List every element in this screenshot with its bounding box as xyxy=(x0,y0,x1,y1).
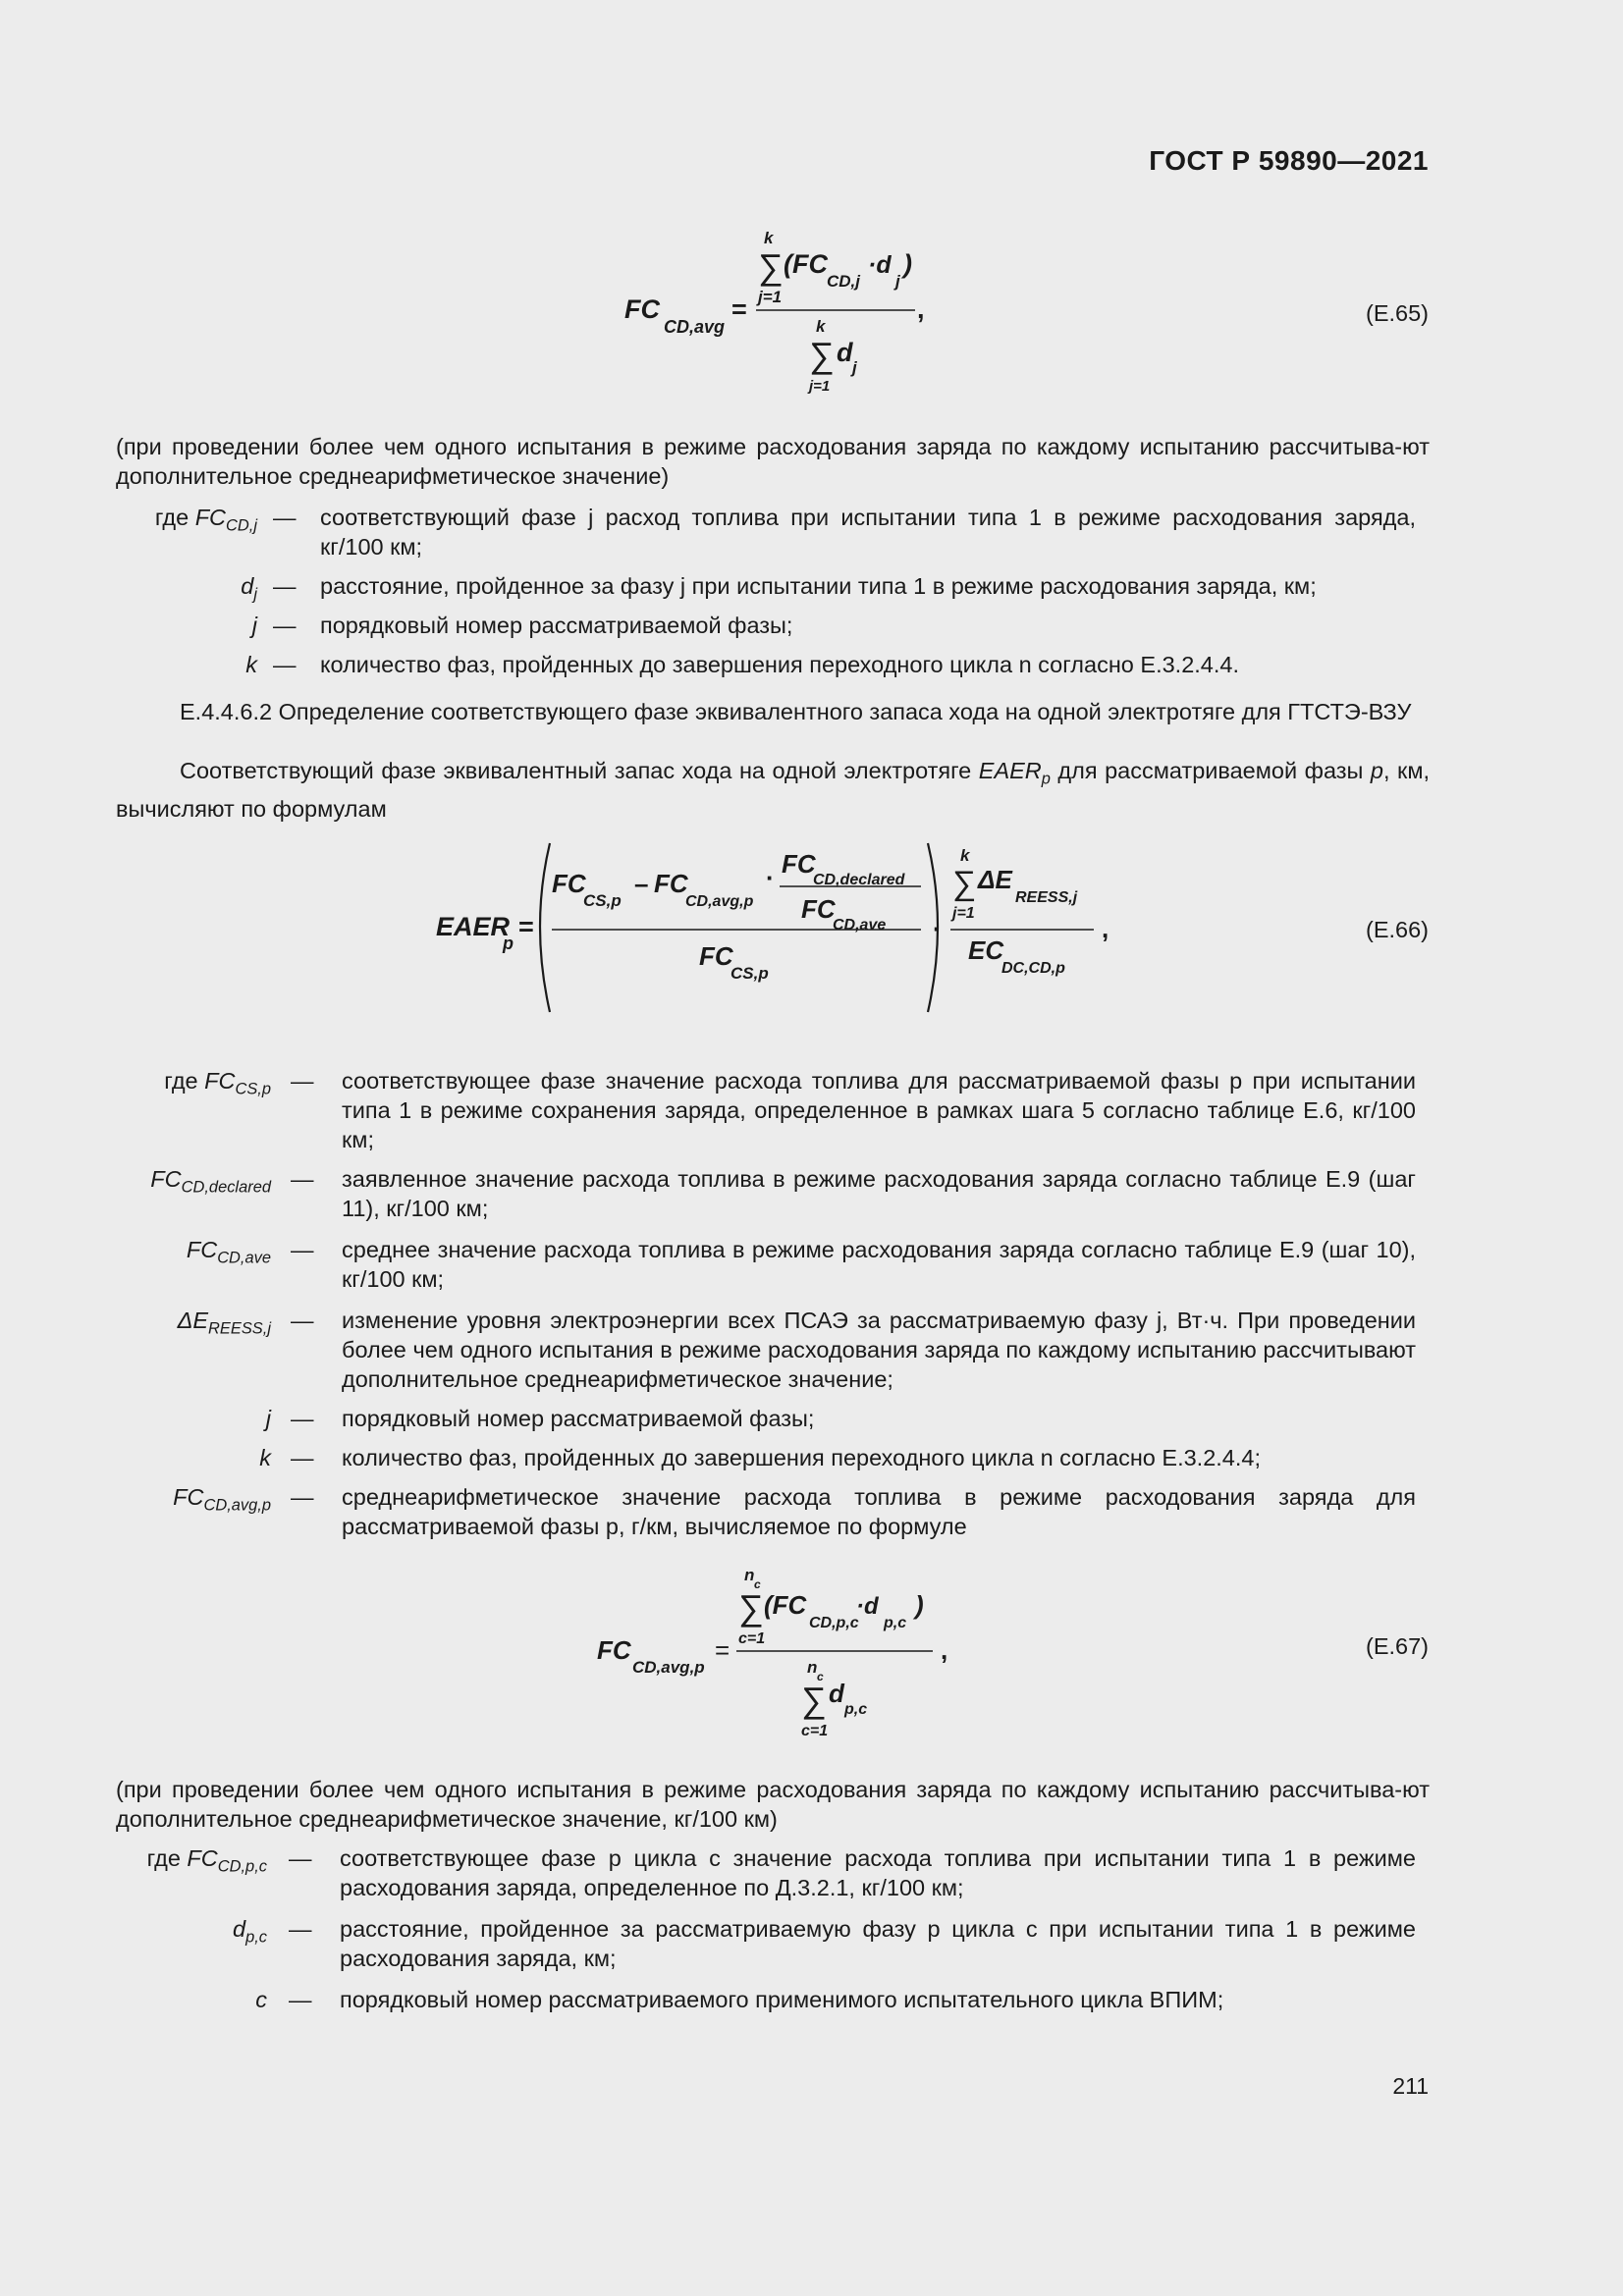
e66-frac-den-sub: CD,ave xyxy=(833,917,887,934)
e66-comma: , xyxy=(1102,914,1109,943)
e67-num-sub2: p,c xyxy=(884,1615,907,1631)
definition-symbol xyxy=(164,1066,271,1104)
definition-symbol xyxy=(187,1235,271,1273)
definition-symbol xyxy=(178,1306,271,1344)
e66-sum-sign: ∑ xyxy=(952,865,977,902)
e66-t1-sub: CS,p xyxy=(583,891,622,910)
intro-text-b: для рассматриваемой фазы xyxy=(1050,758,1371,783)
e67-sum-bottom: c=1 xyxy=(738,1630,766,1647)
definition-symbol-main: d xyxy=(241,573,254,599)
e65-den-sum-sign: ∑ xyxy=(809,335,835,375)
equation-number-e65: (Е.65) xyxy=(1366,300,1429,326)
definition-symbol-main: FC xyxy=(194,505,227,530)
e65-eq: = xyxy=(731,294,747,324)
definition-symbol-main: FC xyxy=(204,1068,236,1094)
definition-text: количество фаз, пройденных до завершения переходного цикла n согласно Е.3.2.4.4. xyxy=(320,652,1240,677)
e65-sum-bottom: j=1 xyxy=(758,288,783,306)
e66-dot: · xyxy=(766,863,775,892)
definition-symbol-main: c xyxy=(255,1987,267,2012)
definition-symbol-sub: CD,j xyxy=(226,516,257,535)
definition-text: соответствующий фазе j расход топлива при испытании типа 1 в режиме расходования заряда, кг/100 км; xyxy=(320,505,1416,560)
e66-t2: FC xyxy=(654,869,688,898)
intro-symbol-sub: p xyxy=(1041,770,1051,788)
equation-number-e66: (Е.66) xyxy=(1366,917,1429,942)
definition-dash: — xyxy=(291,1484,314,1510)
definition-symbol-sub: CD,declared xyxy=(181,1178,271,1197)
e66-left-paren xyxy=(540,843,550,1012)
definition-symbol xyxy=(173,1482,271,1521)
definition-symbol-main: FC xyxy=(173,1484,204,1510)
e67-sum-top: n xyxy=(744,1566,755,1584)
definition-text: соответствующее фазе значение расхода топлива для рассматриваемой фазы p при испытании типа 1 в режиме сохранения заряда, определенное в рамках шага 5 согласно таблице Е.6, кг/100 км; xyxy=(342,1068,1416,1152)
intro-text-a: Соответствующий фазе эквивалентный запас хода на одной электротяге xyxy=(180,758,979,783)
definition-dash: — xyxy=(289,1845,312,1871)
page-number: 211 xyxy=(1392,2073,1429,2099)
definition-symbol-sub: CD,ave xyxy=(217,1249,271,1267)
definition-symbol-sub: CS,p xyxy=(235,1080,271,1098)
definition-dash: — xyxy=(273,505,297,530)
definition-symbol xyxy=(255,1985,267,2023)
intro-phase: p xyxy=(1370,758,1383,783)
e66-lhs: EAER xyxy=(436,912,511,941)
definition-symbol-main: d xyxy=(232,1916,246,1942)
e65-num-expr: (FC xyxy=(784,249,828,279)
equation-e67 xyxy=(589,1563,982,1749)
definition-symbol xyxy=(150,1164,271,1202)
definition-symbol-main: FC xyxy=(150,1166,182,1192)
definition-dash: — xyxy=(289,1987,312,2012)
definition-dash: — xyxy=(273,573,297,599)
definition-text: заявленное значение расхода топлива в режиме расходования заряда согласно таблице Е.9 (шаг 11), кг/100 км; xyxy=(342,1166,1416,1221)
definition-symbol-sub: p,c xyxy=(245,1928,267,1947)
e67-num-dot: ·d xyxy=(856,1593,879,1620)
e67-num-close: ) xyxy=(915,1590,924,1620)
e66-lhs-sub: p xyxy=(503,934,514,953)
e67-sum-sign: ∑ xyxy=(738,1587,764,1628)
e67-den-sum-bottom: c=1 xyxy=(801,1723,829,1739)
definition-symbol-main: k xyxy=(259,1445,271,1470)
definition-dash: — xyxy=(291,1166,314,1192)
e66-eq: = xyxy=(518,912,534,941)
note-paragraph-1: (при проведении более чем одного испытания в режиме расходования заряда по каждому испытанию рассчитыва-ют дополнительное среднеарифметическое значение) xyxy=(116,434,1430,489)
section-heading: Е.4.4.6.2 Определение соответствующего фазе эквивалентного запаса хода на одной электротяге для ГТСТЭ-ВЗУ xyxy=(180,699,1412,724)
e66-delta-sub: REESS,j xyxy=(1015,889,1078,906)
definition-text: порядковый номер рассматриваемого применимого испытательного цикла ВПИМ; xyxy=(340,1987,1224,2012)
e65-den-sum-top: k xyxy=(816,317,826,336)
definition-text: количество фаз, пройденных до завершения переходного цикла n согласно Е.3.2.4.4; xyxy=(342,1445,1262,1470)
e66-dot2: · xyxy=(933,914,942,943)
note-paragraph-2: (при проведении более чем одного испытания в режиме расходования заряда по каждому испытанию рассчитыва-ют дополнительное среднеарифметическое значение, кг/100 км) xyxy=(116,1777,1430,1832)
definition-text: соответствующее фазе p цикла c значение расхода топлива при испытании типа 1 в режиме расходования заряда, определенное по Д.3.2.1, кг/100 км; xyxy=(340,1845,1416,1900)
intro-symbol: EAER xyxy=(978,758,1042,783)
definition-text: изменение уровня электроэнергии всех ПСАЭ за рассматриваемую фазу j, Вт·ч. При проведении более чем одного испытания в режиме расходования заряда по каждому испытанию рассчитывают дополнительное среднеарифметическое значение; xyxy=(342,1308,1416,1392)
e67-sum-top-sub: c xyxy=(754,1577,761,1591)
e66-frac-num: FC xyxy=(782,849,816,879)
definition-dash: — xyxy=(291,1237,314,1262)
definition-prefix: где xyxy=(146,1845,188,1871)
definition-symbol-main: j xyxy=(265,1406,271,1431)
definition-text: расстояние, пройденное за рассматриваемую фазу p цикла c при испытании типа 1 в режиме расходования заряда, км; xyxy=(340,1916,1416,1971)
e66-delta: ΔE xyxy=(978,865,1012,894)
definition-text: порядковый номер рассматриваемой фазы; xyxy=(320,613,793,638)
e66-rden-sub: DC,CD,p xyxy=(1001,960,1065,977)
e65-lhs: FC xyxy=(624,294,660,324)
e67-eq: = xyxy=(715,1635,730,1665)
e67-comma: , xyxy=(941,1635,948,1665)
e65-sum-sign: ∑ xyxy=(758,246,784,287)
e66-t2-sub: CD,avg,p xyxy=(685,893,754,910)
e65-den-sum-bottom: j=1 xyxy=(809,378,831,395)
definition-symbol-main: k xyxy=(245,652,257,677)
definition-dash: — xyxy=(291,1406,314,1431)
e67-den-expr: d xyxy=(829,1679,844,1708)
definition-dash: — xyxy=(273,613,297,638)
definition-symbol xyxy=(155,503,257,541)
e65-num-sub: CD,j xyxy=(827,272,860,291)
definition-symbol xyxy=(245,650,257,688)
e65-num-sub2: j xyxy=(895,272,900,291)
definition-text: среднеарифметическое значение расхода топлива в режиме расходования заряда для рассматриваемой фазы p, г/км, вычисляемое по формуле xyxy=(342,1484,1416,1539)
definition-text: расстояние, пройденное за фазу j при испытании типа 1 в режиме расходования заряда, км; xyxy=(320,573,1317,599)
definition-dash: — xyxy=(291,1308,314,1333)
definition-symbol-main: ΔE xyxy=(177,1308,209,1333)
document-id: ГОСТ Р 59890—2021 xyxy=(1149,145,1429,176)
e67-lhs-sub: CD,avg,p xyxy=(632,1658,705,1677)
e67-den-sum-top-sub: c xyxy=(817,1670,824,1683)
e65-sum-top: k xyxy=(764,229,774,247)
definition-dash: — xyxy=(291,1068,314,1094)
definition-dash: — xyxy=(289,1916,312,1942)
e66-frac-num-sub: CD,declared xyxy=(813,872,905,888)
equation-number-e67: (Е.67) xyxy=(1366,1633,1429,1659)
e65-num-close: ) xyxy=(903,249,912,279)
e66-sum-bottom: j=1 xyxy=(952,905,975,922)
e65-den-sub: j xyxy=(852,358,857,377)
definition-symbol-main: FC xyxy=(187,1845,218,1871)
definition-symbol xyxy=(266,1404,271,1442)
e66-t1: FC xyxy=(552,869,586,898)
definition-text: порядковый номер рассматриваемой фазы; xyxy=(342,1406,815,1431)
e67-lhs: FC xyxy=(597,1635,631,1665)
definition-symbol xyxy=(259,1443,271,1481)
equation-e66 xyxy=(432,839,1139,1016)
definition-symbol xyxy=(233,1914,267,1952)
definition-prefix: где xyxy=(164,1068,205,1094)
e65-comma: , xyxy=(917,294,925,324)
definition-symbol xyxy=(252,611,257,649)
definition-symbol-sub: j xyxy=(253,585,257,604)
intro-text-c: , км, вычисляют по формулам xyxy=(116,758,1430,822)
e67-den-sub: p,c xyxy=(844,1701,868,1718)
e66-sum-top: k xyxy=(960,846,970,865)
definition-symbol-sub: CD,avg,p xyxy=(203,1496,271,1515)
definition-symbol xyxy=(241,571,257,610)
e66-den: FC xyxy=(699,941,733,971)
e65-den-expr: d xyxy=(837,338,853,367)
definition-symbol-main: FC xyxy=(186,1237,218,1262)
definition-symbol-main: j xyxy=(251,613,257,638)
e67-den-sum-top: n xyxy=(807,1658,818,1677)
e66-frac-den: FC xyxy=(801,894,836,924)
e67-num-sub: CD,p,c xyxy=(809,1615,859,1631)
e67-num-expr: (FC xyxy=(764,1590,807,1620)
e65-num-dot: ·d xyxy=(868,251,892,279)
e67-den-sum-sign: ∑ xyxy=(801,1680,827,1720)
definition-text: среднее значение расхода топлива в режиме расходования заряда согласно таблице Е.9 (шаг 10), кг/100 км; xyxy=(342,1237,1416,1292)
definition-symbol-sub: REESS,j xyxy=(208,1319,271,1338)
definition-dash: — xyxy=(291,1445,314,1470)
e66-rden: EC xyxy=(968,935,1004,965)
intro-paragraph xyxy=(116,756,1430,824)
e65-lhs-sub: CD,avg xyxy=(664,317,726,337)
definition-dash: — xyxy=(273,652,297,677)
e66-minus: – xyxy=(634,869,649,898)
definition-prefix: где xyxy=(154,505,195,530)
definition-symbol xyxy=(147,1843,267,1882)
equation-e65 xyxy=(609,224,962,400)
e66-den-sub: CS,p xyxy=(730,964,769,983)
definition-symbol-sub: CD,p,c xyxy=(217,1857,267,1876)
